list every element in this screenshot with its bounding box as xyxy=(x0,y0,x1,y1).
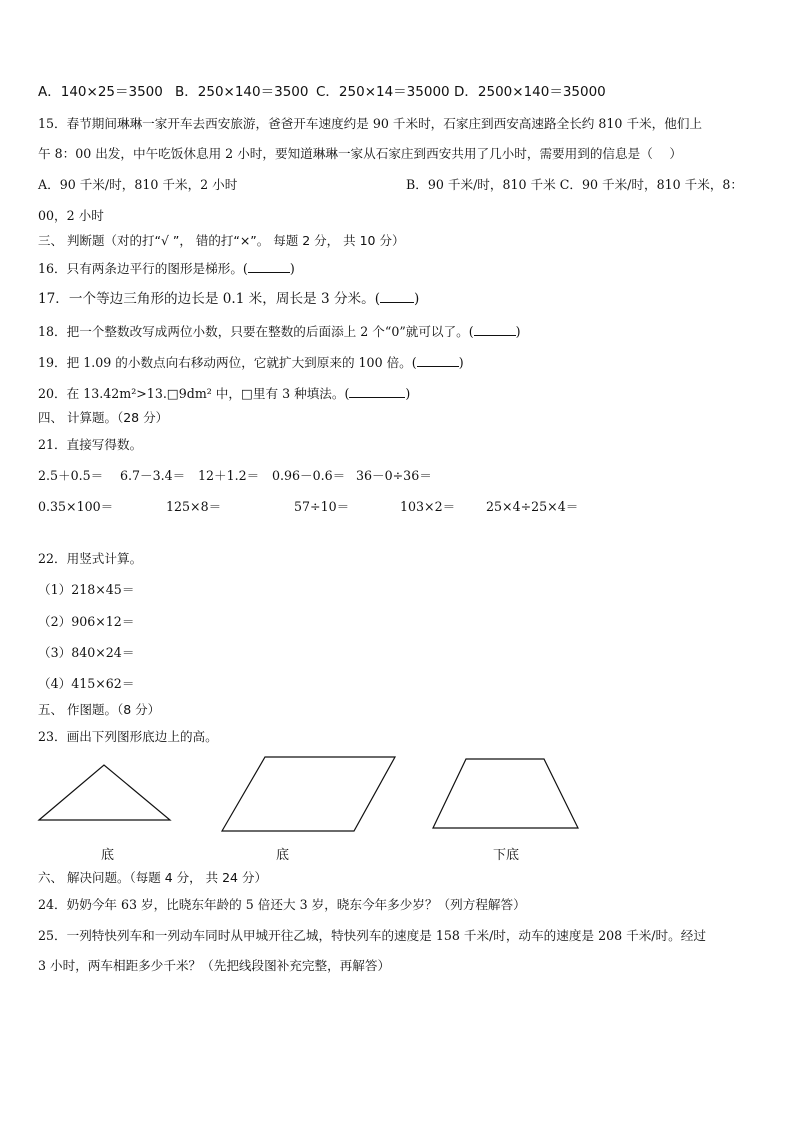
section-3-heading: 三、 判断题（对的打“√ ”， 错的打“×”。 每题 2 分， 共 10 分） xyxy=(38,233,405,248)
q22-item-3: （3）840×24＝ xyxy=(38,645,135,660)
answer-blank[interactable] xyxy=(417,354,459,367)
trapezoid-figure xyxy=(433,759,578,828)
q14-option-b: B．250×140＝3500 xyxy=(175,84,309,100)
q15-option-a: A．90 千米/时，810 千米，2 小时 xyxy=(38,177,238,192)
judge-item-text: 18．把一个整数改写成两位小数，只要在整数的后面添上 2 个“0”就可以了。( xyxy=(38,324,474,339)
q21-calc-6: 0.35×100＝ xyxy=(38,499,114,514)
judge-item-close: ) xyxy=(414,291,420,307)
judge-item-text: 19．把 1.09 的小数点向右移动两位，它就扩大到原来的 100 倍。( xyxy=(38,355,417,370)
q14-option-a: A．140×25＝3500 xyxy=(38,84,163,100)
q22-item-4: （4）415×62＝ xyxy=(38,676,135,691)
q21-calc-4: 0.96－0.6＝ xyxy=(272,468,346,483)
q21-calc-1: 2.5＋0.5＝ xyxy=(38,468,104,483)
answer-blank[interactable] xyxy=(380,290,414,303)
q25-line-1: 25．一列特快列车和一列动车同时从甲城开往乙城，特快列车的速度是 158 千米/时，动车的速度是 208 千米/时。经过 xyxy=(38,928,706,943)
judge-item-16 xyxy=(38,260,295,277)
q22-title: 22．用竖式计算。 xyxy=(38,551,143,566)
q14-option-c: C．250×14＝35000 xyxy=(316,84,450,100)
section-4-heading: 四、 计算题。（28 分） xyxy=(38,410,169,425)
answer-blank[interactable] xyxy=(349,385,405,398)
q14-option-d: D．2500×140＝35000 xyxy=(454,84,606,100)
judge-item-18 xyxy=(38,323,521,340)
judge-item-close: ) xyxy=(405,386,411,401)
judge-item-17 xyxy=(38,290,419,307)
parallelogram-base-label: 底 xyxy=(276,848,290,863)
q25-line-2: 3 小时，两车相距多少千米？（先把线段图补充完整，再解答） xyxy=(38,958,391,973)
q22-item-2: （2）906×12＝ xyxy=(38,614,135,629)
q23-title: 23．画出下列图形底边上的高。 xyxy=(38,729,218,744)
judge-item-text: 16．只有两条边平行的图形是梯形。( xyxy=(38,261,248,276)
section-5-heading: 五、 作图题。（8 分） xyxy=(38,702,161,717)
answer-blank[interactable] xyxy=(248,260,290,273)
judge-item-close: ) xyxy=(458,355,464,370)
q21-calc-10: 25×4÷25×4＝ xyxy=(486,499,579,514)
q21-title: 21．直接写得数。 xyxy=(38,437,143,452)
q21-calc-9: 103×2＝ xyxy=(400,499,456,514)
q15-line-2: 午 8：00 出发，中午吃饭休息用 2 小时，要知道琳琳一家从石家庄到西安共用了几小时，需要用到的信息是（ ） xyxy=(38,146,682,161)
trapezoid-base-label: 下底 xyxy=(493,848,520,863)
q21-calc-7: 125×8＝ xyxy=(166,499,222,514)
q21-calc-2: 6.7－3.4＝ xyxy=(120,468,186,483)
q23-figures xyxy=(0,740,794,840)
q21-calc-5: 36－0÷36＝ xyxy=(356,468,432,483)
q21-calc-8: 57÷10＝ xyxy=(294,499,350,514)
triangle-base-label: 底 xyxy=(101,848,115,863)
q22-item-1: （1）218×45＝ xyxy=(38,582,135,597)
section-6-heading: 六、 解决问题。（每题 4 分， 共 24 分） xyxy=(38,870,267,885)
q24-text: 24．奶奶今年 63 岁，比晓东年龄的 5 倍还大 3 岁，晓东今年多少岁？（列方程解答） xyxy=(38,897,526,912)
judge-item-text: 20．在 13.42m²>13.□9dm² 中，□里有 3 种填法。( xyxy=(38,386,350,401)
triangle-figure xyxy=(39,765,170,820)
answer-blank[interactable] xyxy=(474,323,516,336)
judge-item-20 xyxy=(38,385,410,402)
parallelogram-figure xyxy=(222,757,395,831)
q15-line-1: 15．春节期间琳琳一家开车去西安旅游，爸爸开车速度约是 90 千米时，石家庄到西安高速路全长约 810 千米，他们上 xyxy=(38,116,703,131)
q15-option-c-end: 00，2 小时 xyxy=(38,208,104,223)
judge-item-close: ) xyxy=(515,324,521,339)
judge-item-close: ) xyxy=(289,261,295,276)
judge-item-19 xyxy=(38,354,464,371)
q21-calc-3: 12＋1.2＝ xyxy=(198,468,260,483)
judge-item-text: 17．一个等边三角形的边长是 0.1 米，周长是 3 分米。( xyxy=(38,291,381,307)
q15-option-bc: B．90 千米/时，810 千米 C．90 千米/时，810 千米，8： xyxy=(406,177,744,192)
